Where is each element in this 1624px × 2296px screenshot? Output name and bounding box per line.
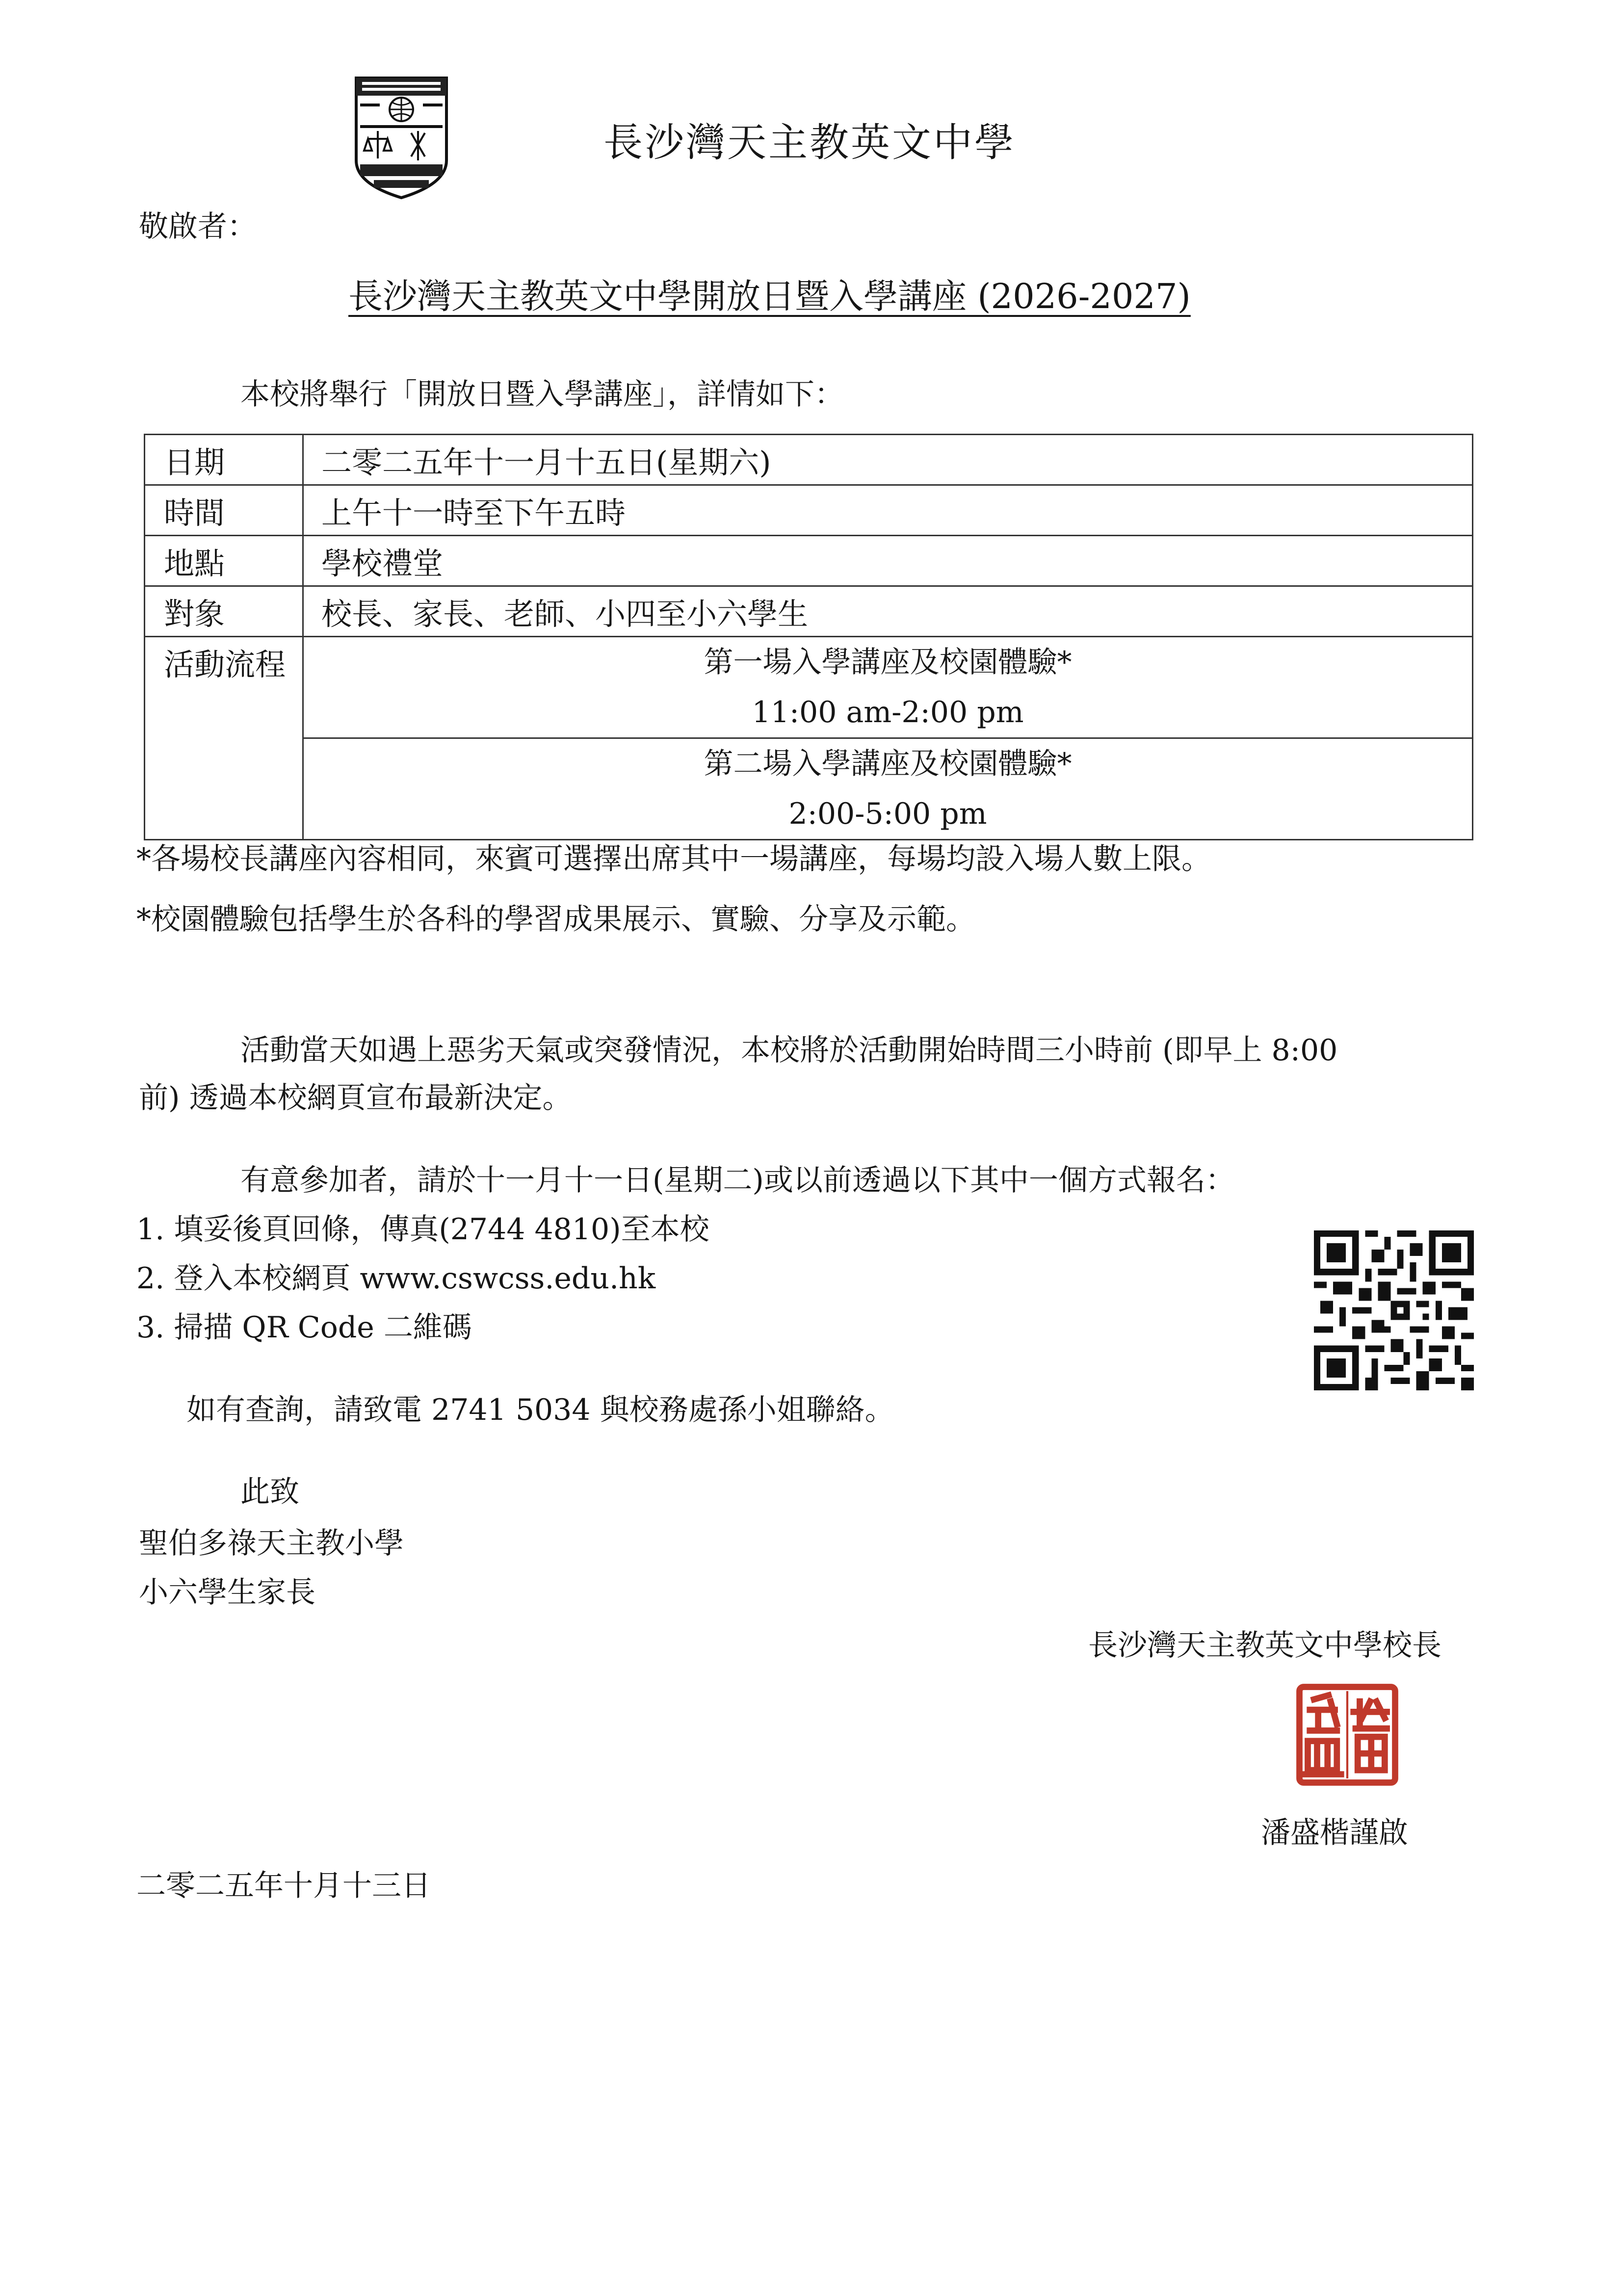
time-label: 時間 [145,485,303,536]
enquiry-text: 如有查詢，請致電 2741 5034 與校務處孫小姐聯絡。 [186,1393,894,1427]
document-title: 長沙灣天主教英文中學開放日暨入學講座 (2026-2027) [348,276,1191,316]
venue-value: 學校禮堂 [303,536,1473,586]
recipient-school: 聖伯多祿天主教小學 [139,1526,404,1561]
registration-intro: 有意參加者，請於十一月十一日(星期二)或以前透過以下其中一個方式報名： [240,1163,1235,1198]
registration-step-qr: 3. 掃描 QR Code 二維碼 [136,1310,472,1345]
recipient-parents: 小六學生家長 [139,1575,315,1610]
table-row [145,586,1473,637]
session-schedule [303,637,1473,840]
audience-value: 校長、家長、老師、小四至小六學生 [303,586,1473,637]
date-value: 二零二五年十一月十五日(星期六) [303,435,1473,485]
intro-text: 本校將舉行「開放日暨入學講座」，詳情如下： [240,377,844,412]
table-row [145,536,1473,586]
closing-salute: 此致 [240,1475,299,1509]
session-name: 第一場入學講座及校園體驗* [704,645,1072,679]
principal-seal-icon [1295,1683,1399,1787]
venue-label: 地點 [145,536,303,586]
session-1 [304,637,1472,737]
signatory-title: 長沙灣天主教英文中學校長 [1088,1628,1441,1663]
note-campus-experience: *校園體驗包括學生於各科的學習成果展示、實驗、分享及示範。 [136,902,975,937]
table-row [145,485,1473,536]
table-row [145,637,1473,840]
weather-notice-line2: 前) 透過本校網頁宣布最新決定。 [139,1081,572,1115]
session-2 [304,737,1472,839]
registration-step-fax: 1. 填妥後頁回條，傳真(2744 4810)至本校 [136,1212,709,1247]
qr-code-icon[interactable] [1314,1230,1474,1390]
note-capacity: *各場校長講座內容相同，來賓可選擇出席其中一場講座，每場均設入場人數上限。 [136,842,1211,876]
event-details-table [144,434,1473,840]
letter-date: 二零二五年十月十三日 [136,1869,431,1903]
session-time: 2:00-5:00 pm [788,797,987,831]
weather-notice-line1: 活動當天如遇上惡劣天氣或突發情況，本校將於活動開始時間三小時前 (即早上 8:00 [240,1033,1338,1068]
session-name: 第二場入學講座及校園體驗* [704,747,1072,781]
salutation: 敬啟者： [139,209,257,244]
session-time: 11:00 am-2:00 pm [752,695,1024,730]
flow-label: 活動流程 [145,637,303,840]
school-name: 長沙灣天主教英文中學 [603,120,1016,165]
time-value: 上午十一時至下午五時 [303,485,1473,536]
audience-label: 對象 [145,586,303,637]
registration-step-website: 2. 登入本校網頁 www.cswcss.edu.hk [136,1261,656,1296]
table-row [145,435,1473,485]
school-crest-icon [352,74,450,202]
principal-signature: 潘盛楷謹啟 [1261,1816,1408,1850]
date-label: 日期 [145,435,303,485]
